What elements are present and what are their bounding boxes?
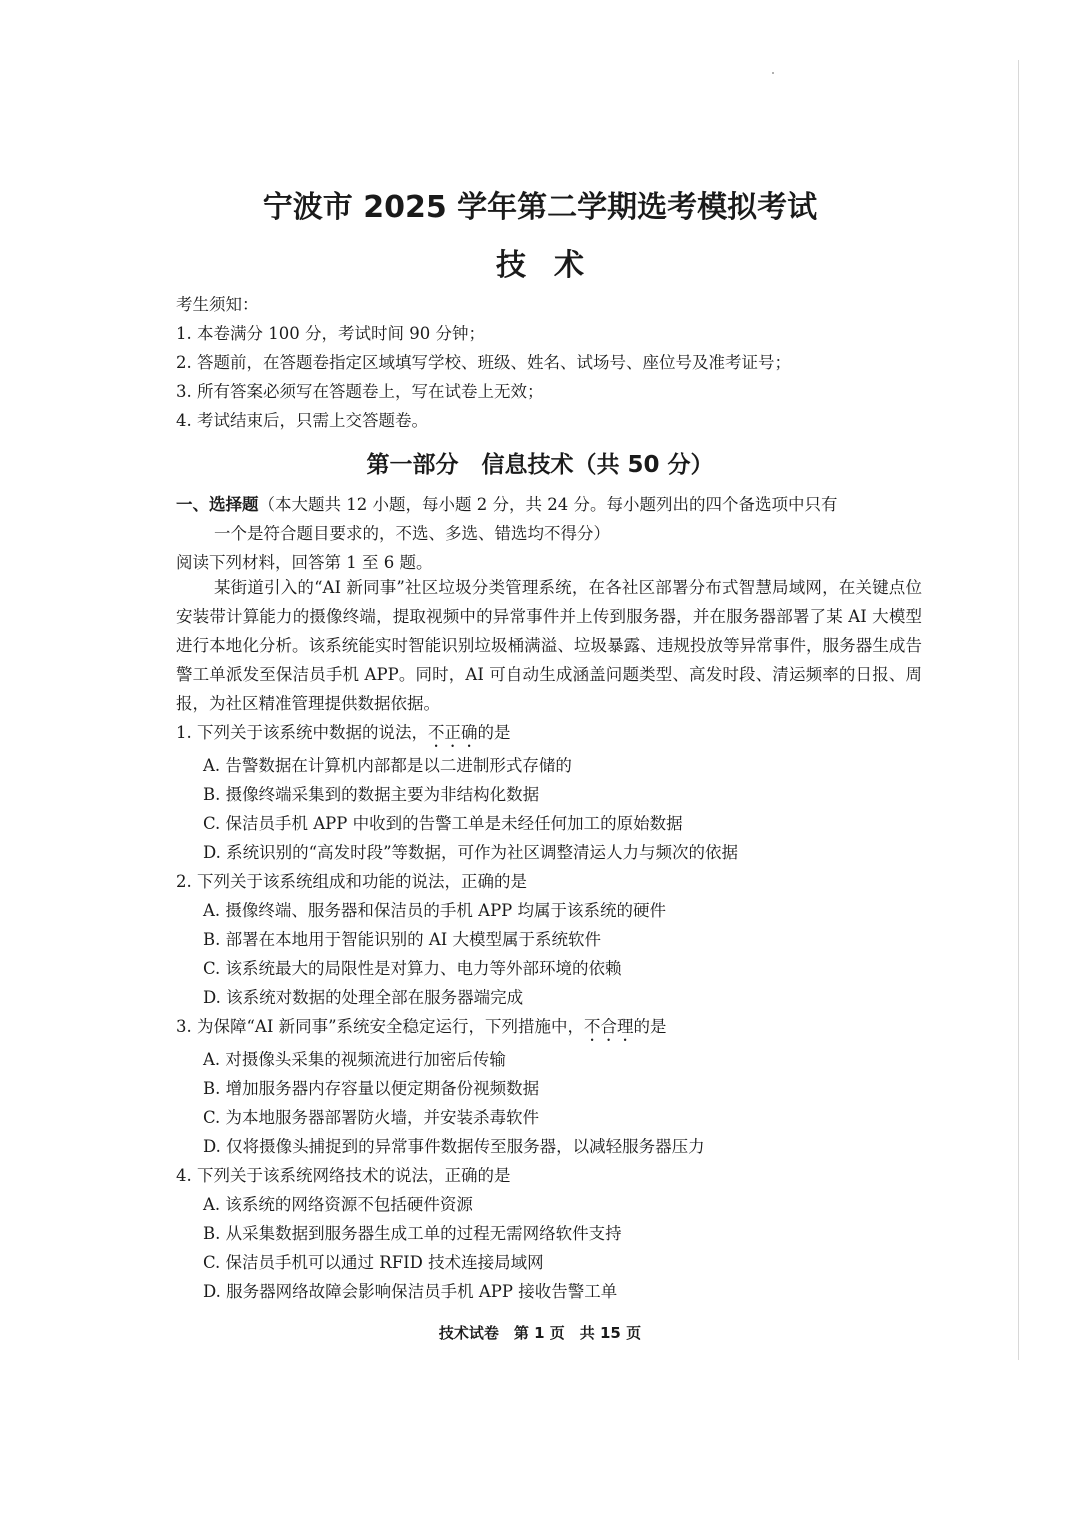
option-a: A. 该系统的网络资源不包括硬件资源 — [203, 1195, 473, 1214]
section-desc-1: （本大题共 12 小题，每小题 2 分，共 24 分。每小题列出的四个备选项中只有 — [258, 495, 838, 514]
stem-text: 2. 下列关于该系统组成和功能的说法，正确的是 — [176, 872, 527, 891]
question-stem — [176, 1161, 956, 1190]
section-label: 一、选择题 — [176, 495, 259, 514]
option-c: C. 保洁员手机 APP 中收到的告警工单是未经任何加工的原始数据 — [203, 814, 683, 833]
part-title: 第一部分 信息技术（共 50 分） — [366, 452, 714, 478]
question-1 — [176, 718, 956, 867]
option-b: B. 摄像终端采集到的数据主要为非结构化数据 — [203, 785, 540, 804]
notice-item: 1. 本卷满分 100 分，考试时间 90 分钟； — [176, 324, 485, 343]
option-d: D. 服务器网络故障会影响保洁员手机 APP 接收告警工单 — [203, 1282, 618, 1301]
stem-text: 1. 下列关于该系统中数据的说法， — [176, 723, 428, 742]
notice-item: 3. 所有答案必须写在答题卷上，写在试卷上无效； — [176, 382, 544, 401]
material-passage: 某街道引入的“AI 新同事”社区垃圾分类管理系统，在各社区部署分布式智慧局域网，在关键点位安装带计算能力的摄像终端，提取视频中的异常事件并上传到服务器，并在服务器部署了某 AI 大模型进行本地化分析。该系统能实时智能识别垃圾桶满溢、垃圾暴露、违规投放等异常事件，服务器生成告警工单派发至保洁员手机 APP。同时，AI 可自动生成涵盖问题类型、高发时段、清运频率的日报、周报，为社区精准管理提供数据依据。 — [176, 578, 922, 713]
question-2 — [176, 867, 956, 1012]
stem-text: 3. 为保障“AI 新同事”系统安全稳定运行，下列措施中， — [176, 1017, 585, 1036]
option-c: C. 为本地服务器部署防火墙，并安装杀毒软件 — [203, 1108, 540, 1127]
option-b: B. 部署在本地用于智能识别的 AI 大模型属于系统软件 — [203, 930, 602, 949]
stem-text: 4. 下列关于该系统网络技术的说法，正确的是 — [176, 1166, 511, 1185]
material-intro: 阅读下列材料，回答第 1 至 6 题。 — [176, 553, 433, 572]
exam-title: 宁波市 2025 学年第二学期选考模拟考试 — [262, 190, 818, 225]
option-d: D. 系统识别的“高发时段”等数据，可作为社区调整清运人力与频次的依据 — [203, 843, 739, 862]
option-d: D. 该系统对数据的处理全部在服务器端完成 — [203, 988, 524, 1007]
stem-emphasis: 不合理 — [584, 1017, 634, 1036]
stem-text-end: 的是 — [633, 1017, 667, 1036]
candidate-notice — [176, 290, 976, 435]
option-a: A. 告警数据在计算机内部都是以二进制形式存储的 — [203, 756, 572, 775]
option-b: B. 从采集数据到服务器生成工单的过程无需网络软件支持 — [203, 1224, 622, 1243]
option-a: A. 对摄像头采集的视频流进行加密后传输 — [203, 1050, 506, 1069]
option-c: C. 该系统最大的局限性是对算力、电力等外部环境的依赖 — [203, 959, 622, 978]
question-stem — [176, 718, 956, 751]
option-d: D. 仅将摄像头捕捉到的异常事件数据传至服务器，以减轻服务器压力 — [203, 1137, 705, 1156]
section-header — [176, 490, 936, 577]
scan-speck — [772, 72, 774, 74]
page-footer: 技术试卷 第 1 页 共 15 页 — [438, 1324, 642, 1342]
stem-text-end: 的是 — [477, 723, 511, 742]
notice-item: 2. 答题前，在答题卷指定区域填写学校、班级、姓名、试场号、座位号及准考证号； — [176, 353, 791, 372]
notice-item: 4. 考试结束后，只需上交答题卷。 — [176, 411, 428, 430]
question-4 — [176, 1161, 956, 1306]
question-list — [176, 718, 956, 1306]
section-header-line1 — [176, 490, 936, 519]
stem-emphasis: 不正确 — [428, 723, 478, 742]
option-b: B. 增加服务器内存容量以便定期备份视频数据 — [203, 1079, 540, 1098]
option-c: C. 保洁员手机可以通过 RFID 技术连接局域网 — [203, 1253, 544, 1272]
exam-subject: 技术 — [496, 248, 612, 283]
section-desc-2: 一个是符合题目要求的，不选、多选、错选均不得分） — [214, 524, 610, 543]
question-stem — [176, 867, 956, 896]
question-stem — [176, 1012, 956, 1045]
question-3 — [176, 1012, 956, 1161]
notice-heading: 考生须知： — [176, 295, 259, 314]
option-a: A. 摄像终端、服务器和保洁员的手机 APP 均属于该系统的硬件 — [203, 901, 667, 920]
